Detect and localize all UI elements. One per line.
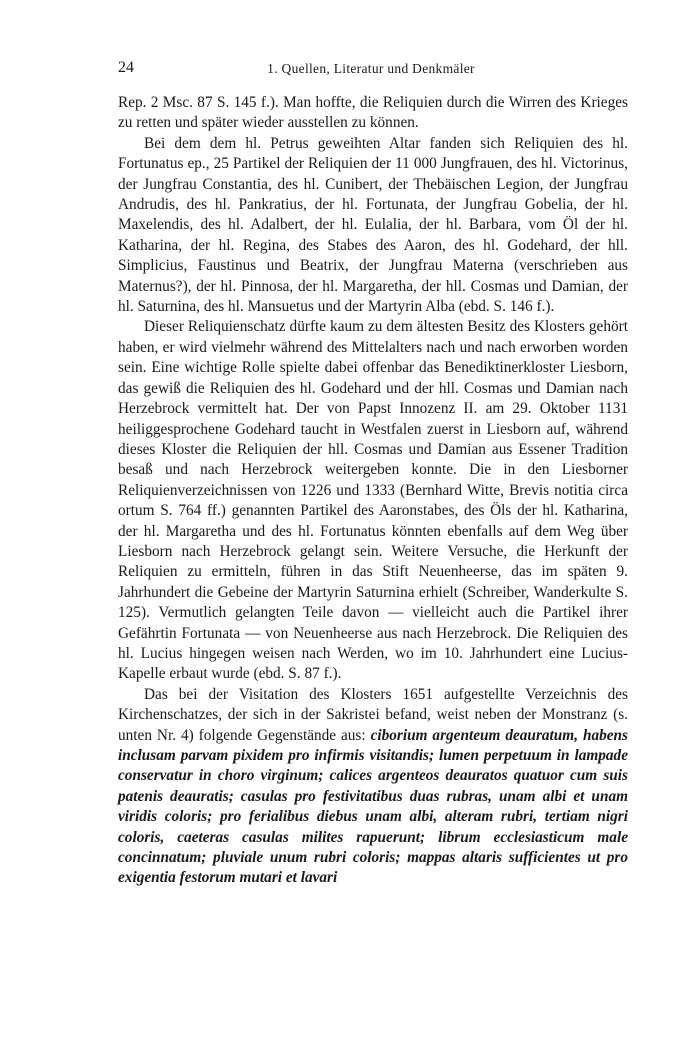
running-head: 1. Quellen, Literatur und Denkmäler bbox=[267, 61, 475, 76]
page-header bbox=[118, 58, 624, 82]
paragraph-relics-origin: Dieser Reliquienschatz dürfte kaum zu dem ältesten Besitz des Klosters gehört haben, er wird vielmehr während des Mittelalters nach und nach erworben worden sein. Eine wichtige Rolle spielte dabei offenbar das Benediktinerkloster Liesborn, das gewiß die Reliquien des hl. Godehard und der hll. Cosmas und Damian nach Herzebrock vermittelt hat. Der von Papst Innozenz II. am 29. Oktober 1131 heiliggesprochene Godehard taucht in Westfalen zuerst in Liesborn auf, während dieses Kloster die Reliquien der hll. Cosmas und Damian aus Essener Tradition besaß und nach Herzebrock weitergeben konnte. Die in den Liesborner Reliquienverzeichnissen von 1226 und 1333 (Bernhard Witte, Brevis notitia circa ortum S. 764 ff.) genannten Partikel des Aaronstabes, des Öls der hl. Katharina, der hl. Margaretha und des hl. Fortunatus könnten ebenfalls auf dem Weg über Liesborn nach Herzebrock gelangt sein. Weitere Versuche, die Herkunft der Reliquien zu ermitteln, führen in das Stift Neuenheerse, das im späten 9. Jahrhundert die Gebeine der Martyrin Saturnina erhielt (Schreiber, Wanderkulte S. 125). Vermutlich gelangten Teile davon — vielleicht auch die Partikel ihrer Gefährtin Fortunata — von Neuenheerse aus nach Herzebrock. Die Reliquien des hl. Lucius hingegen weisen nach Werden, wo im 10. Jahrhundert eine Lucius-Kapelle erbaut wurde (ebd. S. 87 f.). bbox=[118, 318, 628, 683]
inventory-latin-quote: ciborium argenteum deauratum, habens inclusam parvam pixidem pro infirmis visitandis; lumen perpetuum in lampade conservatur in choro virginum; calices argenteos deauratos quatuor cum suis patenis deauratis; casulas pro festivitatibus duas rubras, unam albi et unam viridis coloris; pro ferialibus diebus unam albi, alteram rubri, tertiam nigri coloris, caeteras casulas milites rapuerunt; librum ecclesiasticum male concinnatum; pluviale unum rubri coloris; mappas altaris sufficientes ut pro exigentia festorum mutari et lavari bbox=[118, 726, 629, 887]
body-text bbox=[118, 93, 628, 889]
paragraph-relics-list: Bei dem dem hl. Petrus geweihten Altar fanden sich Reliquien des hl. Fortunatus ep., 25 Partikel der Reliquien der 11 000 Jungfrauen, des hl. Victorinus, der Jungfrau Constantia, des hl. Cunibert, der Thebäischen Legion, der Jungfrau Andrudis, des hl. Pankratius, der hl. Fortunata, der Jungfrau Gobelia, der hl. Maxelendis, des hl. Adalbert, der hl. Eulalia, der hl. Barbara, vom Öl der hl. Katharina, der hl. Regina, des Stabes des Aaron, des hl. Godehard, der hll. Simplicius, Faustinus und Beatrix, der Jungfrau Materna (verschrieben aus Maternus?), der hl. Pinnosa, der hl. Margaretha, der hll. Cosmas und Damian, der hl. Saturnina, des hl. Mansuetus und der Martyrin Alba (ebd. S. 146 f.). bbox=[118, 134, 628, 316]
paragraph-inventory bbox=[118, 685, 628, 889]
page-number: 24 bbox=[118, 59, 134, 76]
paragraph-continuation: Rep. 2 Msc. 87 S. 145 f.). Man hoffte, die Reliquien durch die Wirren des Krieges zu retten und später wieder ausstellen zu können. bbox=[118, 94, 628, 132]
inventory-intro: Das bei der Visitation des Klosters 1651 aufgestellte Verzeichnis des Kirchenschatzes, der sich in der Sakristei befand, weist neben der Monstranz (s. unten Nr. 4) folgende Gegenstände aus: bbox=[118, 685, 628, 744]
